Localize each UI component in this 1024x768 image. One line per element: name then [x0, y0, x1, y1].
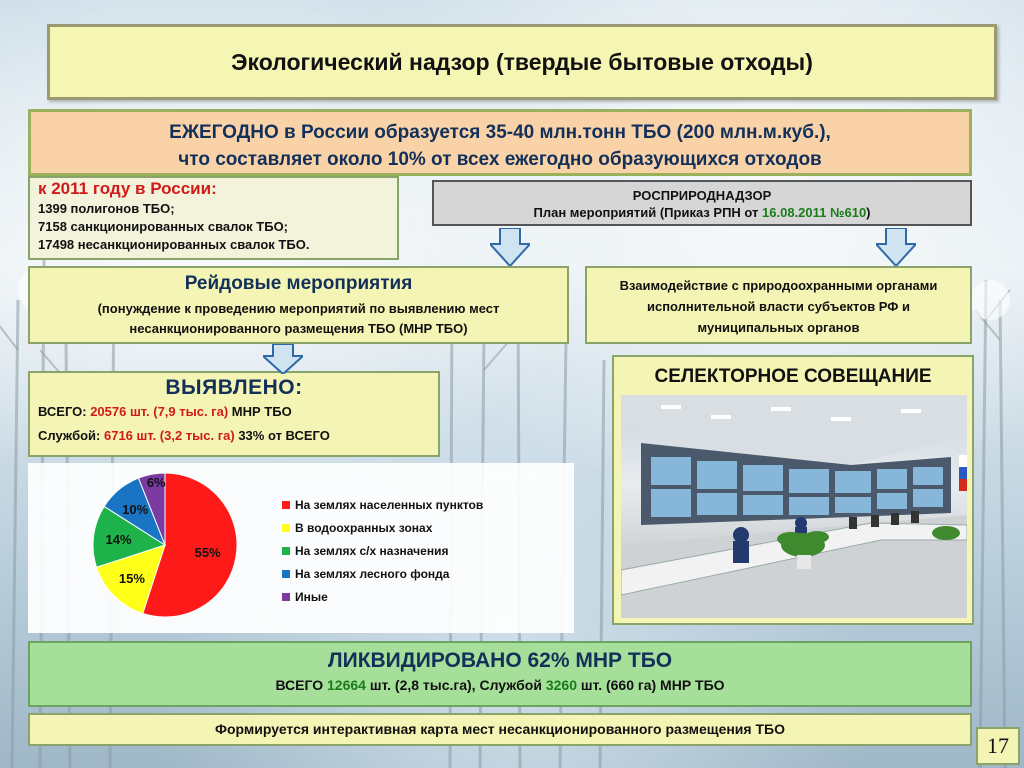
- pie-legend: [282, 493, 483, 608]
- down-arrow-icon: [490, 228, 530, 266]
- annual-waste-banner: [28, 109, 972, 176]
- liquidated-suffix: шт. (660 га) МНР ТБО: [577, 677, 725, 693]
- legend-entry: [282, 493, 483, 516]
- legend-swatch: [282, 524, 290, 532]
- interaction-line-2: исполнительной власти субъектов РФ и: [646, 299, 910, 314]
- liquidated-title: ЛИКВИДИРОВАНО 62% МНР ТБО: [327, 649, 673, 672]
- raids-title: Рейдовые мероприятия: [184, 273, 413, 294]
- liquidated-service-value: 3260: [545, 677, 578, 693]
- map-note-text: Формируется интерактивная карта мест несанкционированного размещения ТБО: [215, 721, 785, 737]
- found-total-row: [38, 400, 430, 424]
- annual-line-2: что составляет около 10% от всех ежегодно образующихся отходов: [178, 149, 822, 170]
- pie-chart: [28, 463, 278, 633]
- situation-room-photo: [621, 395, 967, 618]
- pie-slice-label: 15%: [118, 571, 145, 587]
- raids-desc-line-1: (понуждение к проведению мероприятий по выявлению мест: [97, 301, 500, 316]
- legend-label: На землях населенных пунктов: [295, 497, 484, 512]
- page-number: [976, 727, 1020, 765]
- legend-entry: [282, 562, 483, 585]
- annual-line-1: ЕЖЕГОДНО в России образуется 35-40 млн.тонн ТБО (200 млн.м.куб.),: [169, 122, 831, 143]
- pie-slice-label: 14%: [105, 532, 132, 548]
- stats-2011-item: 17498 несанкционированных свалок ТБО.: [38, 237, 310, 252]
- selector-meeting-panel: [612, 355, 974, 625]
- slide-title-text: Экологический надзор (твердые бытовые отходы): [231, 48, 813, 75]
- legend-entry: [282, 516, 483, 539]
- interaction-line-3: муниципальных органов: [697, 320, 860, 335]
- rpn-panel: [432, 180, 972, 226]
- legend-label: Иные: [295, 589, 328, 604]
- pie-chart-panel: [28, 463, 574, 633]
- found-total-label: ВСЕГО:: [38, 404, 91, 419]
- rpn-plan-prefix: План мероприятий (Приказ РПН от: [533, 205, 763, 220]
- liquidated-panel: [28, 641, 972, 707]
- page-number-text: 17: [987, 733, 1009, 758]
- stats-2011-heading: к 2011 году в России:: [38, 179, 217, 198]
- pie-slice-label: 10%: [122, 501, 149, 517]
- legend-swatch: [282, 570, 290, 578]
- stats-2011-item: 7158 санкционированных свалок ТБО;: [38, 219, 289, 234]
- down-arrow-icon: [263, 344, 303, 374]
- rpn-plan: [434, 204, 970, 221]
- interaction-line-1: Взаимодействие с природоохранными органами: [619, 278, 938, 293]
- found-service-label: Службой:: [38, 428, 104, 443]
- legend-swatch: [282, 547, 290, 555]
- found-title: ВЫЯВЛЕНО:: [165, 376, 303, 399]
- pie-slice-label: 55%: [194, 544, 221, 560]
- found-total-suffix: МНР ТБО: [228, 404, 292, 419]
- stats-2011-item: 1399 полигонов ТБО;: [38, 201, 175, 216]
- legend-swatch: [282, 501, 290, 509]
- down-arrow-icon: [876, 228, 916, 266]
- found-service-suffix: 33% от ВСЕГО: [234, 428, 330, 443]
- raids-panel: [28, 266, 569, 344]
- legend-label: На землях с/х назначения: [295, 543, 449, 558]
- pie-slice-label: 6%: [146, 475, 166, 490]
- legend-entry: [282, 539, 483, 562]
- rpn-plan-date: 16.08.2011 №610: [762, 205, 867, 220]
- found-service-row: [38, 424, 430, 448]
- legend-label: В водоохранных зонах: [295, 520, 433, 535]
- slide-title: [47, 24, 997, 100]
- legend-swatch: [282, 593, 290, 601]
- found-panel: [28, 371, 440, 457]
- legend-entry: [282, 585, 483, 608]
- found-total-value: 20576 шт. (7,9 тыс. га): [90, 404, 229, 419]
- liquidated-details: [30, 677, 970, 693]
- selector-title: СЕЛЕКТОРНОЕ СОВЕЩАНИЕ: [654, 366, 932, 387]
- liquidated-mid: шт. (2,8 тыс.га), Службой: [365, 677, 546, 693]
- liquidated-total-value: 12664: [327, 677, 366, 693]
- rpn-plan-suffix: ): [866, 205, 871, 220]
- interactive-map-note: [28, 713, 972, 746]
- interaction-panel: [585, 266, 972, 344]
- found-service-value: 6716 шт. (3,2 тыс. га): [103, 428, 235, 443]
- rpn-title: РОСПРИРОДНАДЗОР: [632, 188, 772, 203]
- liquidated-total-label: ВСЕГО: [275, 677, 327, 693]
- legend-label: На землях лесного фонда: [295, 566, 450, 581]
- raids-desc-line-2: несанкционированного размещения ТБО (МНР ТБО): [129, 321, 468, 336]
- stats-2011-panel: [28, 176, 399, 260]
